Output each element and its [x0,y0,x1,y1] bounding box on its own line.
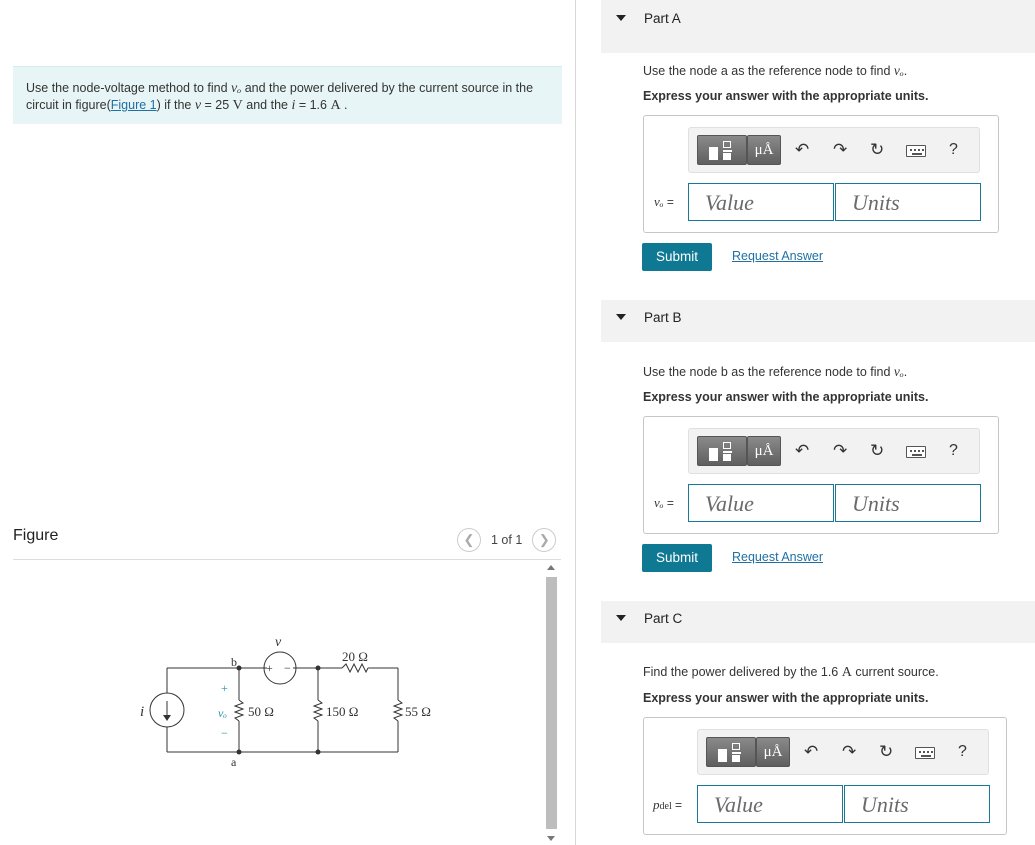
problem-text: Use the node-voltage method to find [26,81,231,95]
problem-text: ) if the [156,98,195,112]
vo-label: vₒ [218,706,227,720]
part-a-answer-box [643,115,999,233]
instruction-unit: A [841,665,852,680]
divider [13,559,561,560]
collapse-triangle-icon[interactable] [616,615,626,621]
instruction-var: vₒ [893,364,904,379]
instruction-text: Use the node b as the reference node to find [643,365,894,379]
problem-text: . [340,98,348,112]
voltage-source-label: v [275,635,282,650]
problem-unit-v: V [232,98,243,113]
part-b-express: Express your answer with the appropriate units. [643,390,929,404]
var-name: vₒ [654,495,664,510]
scroll-down-icon[interactable] [547,836,555,841]
figure-scrollbar[interactable] [543,561,560,845]
units-input[interactable]: Units [844,785,990,823]
keyboard-icon[interactable] [906,145,926,157]
part-b-request-answer-link[interactable]: Request Answer [732,550,824,564]
part-a-express: Express your answer with the appropriate units. [643,89,929,103]
vsource-plus: + [266,661,273,675]
instruction-text: Use the node a as the reference node to find [643,64,894,78]
part-c-instruction [643,665,939,681]
figure-page-indicator: 1 of 1 [491,533,523,547]
units-symbol-button[interactable]: μÅ [747,436,781,466]
var-subscript: del [659,801,672,812]
template-button[interactable] [697,436,747,466]
keyboard-icon[interactable] [915,747,935,759]
node-dot [316,750,321,755]
help-button[interactable]: ? [949,141,958,158]
fraction-icon [709,442,737,462]
part-a-submit-button[interactable]: Submit [642,243,712,271]
redo-icon[interactable]: ↷ [842,742,857,761]
problem-text: = 1.6 [295,98,331,112]
math-toolbar [688,127,980,173]
part-b-submit-button[interactable]: Submit [642,544,712,572]
collapse-triangle-icon[interactable] [616,15,626,21]
resistor-20-label: 20 Ω [342,649,368,664]
resistor-50-label: 50 Ω [248,704,274,719]
chevron-left-icon[interactable]: ❮ [457,528,481,552]
part-b-instruction [643,364,907,380]
reset-icon[interactable]: ↻ [870,441,885,460]
part-a-title: Part A [644,11,681,26]
current-arrow-icon [163,715,171,721]
instruction-text: . [903,365,908,379]
collapse-triangle-icon[interactable] [616,314,626,320]
keyboard-icon[interactable] [906,446,926,458]
instruction-var: vₒ [893,63,904,78]
equals-sign: = [671,798,683,812]
node-dot [237,750,242,755]
var-name: p [653,797,660,812]
problem-unit-a: A [330,98,341,113]
vsource-minus: − [284,661,291,675]
part-c-header[interactable] [601,601,1035,643]
instruction-text: Find the power delivered by the 1.6 [643,665,842,679]
node-b-label: b [231,655,237,669]
value-input[interactable]: Value [697,785,843,823]
units-input[interactable]: Units [835,484,981,522]
units-symbol-button[interactable]: μÅ [747,135,781,165]
undo-icon[interactable]: ↶ [795,441,810,460]
problem-var-v: v [194,98,202,113]
problem-text: and the [242,98,292,112]
vo-plus: + [221,681,228,695]
instruction-text: current source. [851,665,939,679]
redo-icon[interactable]: ↷ [833,441,848,460]
figure-link[interactable]: Figure 1 [110,98,157,112]
figure-heading: Figure [13,527,59,544]
node-dot [316,666,321,671]
problem-var-vo: vₒ [231,81,242,96]
node-a-label: a [231,755,237,769]
template-button[interactable] [706,737,756,767]
undo-icon[interactable]: ↶ [795,140,810,159]
part-a-header[interactable] [601,0,1035,53]
part-c-title: Part C [644,611,683,626]
value-input[interactable]: Value [688,183,834,221]
problem-var-i: i [291,98,296,113]
resistor-55-label: 55 Ω [405,704,431,719]
part-b-answer-box [643,416,999,534]
value-input[interactable]: Value [688,484,834,522]
instruction-text: . [903,64,908,78]
part-c-answer-box [643,717,1007,835]
problem-statement [13,66,562,124]
variable-label [654,495,674,511]
part-b-header[interactable] [601,300,1035,342]
equals-sign: = [663,496,674,510]
undo-icon[interactable]: ↶ [804,742,819,761]
resistor-150-label: 150 Ω [326,704,359,719]
problem-text: = 25 [201,98,233,112]
scroll-thumb[interactable] [546,577,557,829]
math-toolbar [697,729,989,775]
redo-icon[interactable]: ↷ [833,140,848,159]
help-button[interactable]: ? [958,743,967,760]
current-source-label: i [140,704,145,720]
panel-divider [575,0,576,845]
reset-icon[interactable]: ↻ [879,742,894,761]
part-c-express: Express your answer with the appropriate units. [643,691,929,705]
fraction-icon [709,141,737,161]
node-dot [237,666,242,671]
reset-icon[interactable]: ↻ [870,140,885,159]
part-b-title: Part B [644,310,682,325]
vo-minus: − [221,726,228,740]
part-a-instruction [643,63,907,79]
figure-pager [457,528,556,552]
part-a-request-answer-link[interactable]: Request Answer [732,249,824,263]
template-button[interactable] [697,135,747,165]
chevron-right-icon[interactable]: ❯ [532,528,556,552]
variable-label [653,797,682,813]
units-symbol-button[interactable]: μÅ [756,737,790,767]
var-name: vₒ [654,194,664,209]
fraction-icon [718,743,746,763]
problem-text: and the power delivered by the current source in the circuit in figure( [26,81,534,112]
help-button[interactable]: ? [949,442,958,459]
math-toolbar [688,428,980,474]
variable-label [654,194,674,210]
circuit-diagram [130,630,460,770]
units-input[interactable]: Units [835,183,981,221]
equals-sign: = [663,195,674,209]
scroll-up-icon[interactable] [547,565,555,570]
